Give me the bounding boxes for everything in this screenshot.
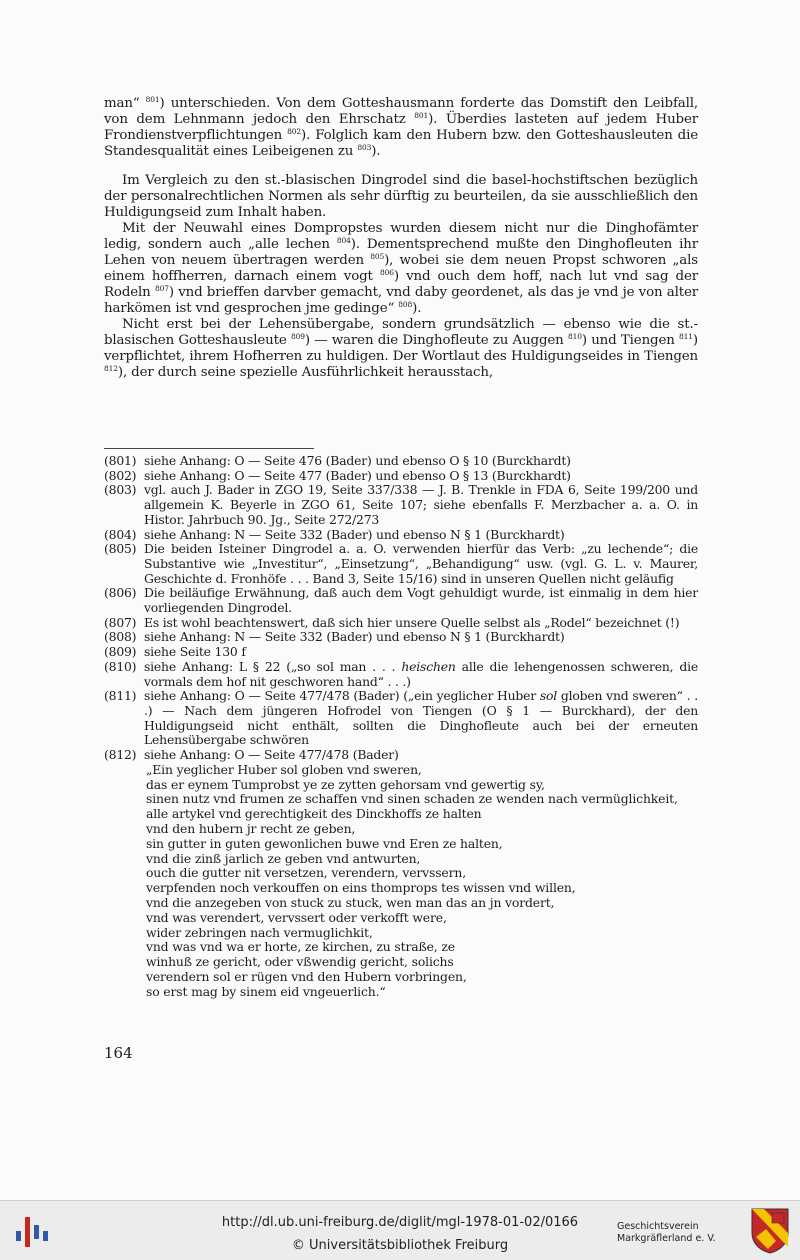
footer-bar — [0, 1200, 800, 1260]
footnote: (801) siehe Anhang: O — Seite 476 (Bader) und ebenso O § 10 (Burckhardt) — [104, 453, 571, 468]
footnote: (805) Die beiden Isteiner Dingrodel a. a. O. verwenden hierfür das Verb: „zu lechende“; die Substantive wie „Investitur“, „Einsetzung“, „Behandigung“ usw. (vgl. G. L. v. Maurer, Geschichte d. Fronhöfe . . . Band 3, Seite 15/16) sind in unseren Quellen nicht geläufig — [104, 541, 698, 586]
footnote-ref: 810 — [567, 332, 582, 341]
coat-of-arms-icon — [750, 1207, 790, 1255]
footnote-ref: 804 — [336, 236, 351, 245]
paragraph-3: Mit der Neuwahl eines Dompropstes wurden diesem nicht nur die Dinghofämter ledig, sondern auch „alle lechen $^{804}$). Dementsprechend mußte den Dinghofleuten ihr Lehen von neuem übertragen werden $^{805}$), wobei sie dem neuen Propst schworen „als einem hoffherren, darnach einem vogt $^{806}$) vnd ouch dem hoff, nach lut vnd sag der Rodeln $^{807}$) vnd brieffen darvber gemacht, vnd daby geordenet, als das je vnd je von alter harkömen ist vnd gesprochen jme gedinge“ $^{808}$). — [104, 221, 698, 316]
main-text — [104, 96, 698, 381]
footnote: (812) siehe Anhang: O — Seite 477/478 (Bader) — [104, 747, 399, 763]
footnote: (807) Es ist wohl beachtenswert, daß sich hier unsere Quelle selbst als „Rodel“ bezeichnet (!) — [104, 614, 680, 630]
footnote-ref: 811 — [679, 332, 693, 341]
footnote-ref: 805 — [370, 252, 385, 261]
paragraph-2: Im Vergleich zu den st.-blasischen Dingrodel sind die basel-hochstiftschen bezüglich der personalrechtlichen Normen als sehr dürftig zu beurteilen, da sie ausschließlich den Huldigungseid zum Inhalt haben. — [104, 173, 698, 220]
footnote-ref: 806 — [379, 268, 394, 277]
footnote: (809) siehe Seite 130 f — [104, 644, 246, 660]
footnote-ref: 812 — [104, 364, 118, 373]
footnote-ref: 801 — [414, 111, 429, 120]
paragraph-1: man“ $^{801}$) unterschieden. Von dem Gotteshausmann forderte das Domstift den Leibfall, von dem Lehnmann jedoch den Ehrschatz $^{801}$). Überdies lasteten auf jedem Huber Frondienstverpflichtungen $^{802}$). Folglich kam den Hubern bzw. den Gotteshausleuten die Standesqualität eines Leibeigenen zu $^{803}$). — [104, 95, 698, 159]
footnote-ref: 809 — [290, 332, 305, 341]
footnote: (803) vgl. auch J. Bader in ZGO 19, Seite 337/338 — J. B. Trenkle in FDA 6, Seite 199/200 und allgemein K. Beyerle in ZGO 61, Seite 107; siehe ebenfalls F. Merzbacher a. a. O. in Histor. Jahrbuch 90. Jg., Seite 272/273 — [104, 482, 698, 527]
footnote-divider — [104, 448, 314, 449]
footnote: (811) siehe Anhang: O — Seite 477/478 (Bader) („ein yeglicher Huber sol globen vnd sweren“ . . .) — Nach dem jüngeren Hofrodel von Tiengen (O § 1 — Burckhard), der den Huldigungseid nicht enthält, sollten die Dinghofleute auch bei der erneuten Lehensübergabe schwören — [104, 688, 698, 748]
footnote: (808) siehe Anhang: N — Seite 332 (Bader) und ebenso N § 1 (Burckhardt) — [104, 629, 565, 645]
footnote: (810) siehe Anhang: L § 22 („so sol man . . . heischen alle die lehengenossen schweren, die vormals dem hof nit geschworen hand“ . . .) — [104, 658, 698, 689]
footnote: (804) siehe Anhang: N — Seite 332 (Bader) und ebenso N § 1 (Burckhardt) — [104, 526, 565, 542]
oath-quote: „Ein yeglicher Huber sol globen vnd sweren, das er eynem Tumprobst ye ze zytten gehorsam vnd gewertig sy, sinen nutz vnd frumen ze schaffen vnd sinen schaden ze wenden nach vermüglichkeit, alle artykel vnd gerechtigkeit des Dinckhoffs ze halten vnd den hubern jr recht ze geben, sin gutter in guten gewonlichen buwe vnd Eren ze halten, vnd die zinß jarlich ze geben vnd antwurten, ouch die gutter nit versetzen, verendern, vervssern, verpfenden noch verkouffen on eins thomprops tes wissen vnd willen, vnd die anzegeben von stuck zu stuck, wen man das an jn vordert, vnd was verendert, vervssert oder verkofft were, wider zebringen nach vermuglichkit, vnd was vnd wa er horte, ze kirchen, zu straße, ze winhuß ze gericht, oder vßwendig gericht, solichs verendern sol er rügen vnd den Hubern vorbringen, so erst mag by sinem eid vngeuerlich.“ — [146, 761, 678, 999]
footnote-ref: 808 — [398, 300, 413, 309]
document-url[interactable]: http://dl.ub.uni-freiburg.de/diglit/mgl-1978-01-02/0166 — [221, 1215, 579, 1230]
paragraph-4: Nicht erst bei der Lehensübergabe, sondern grundsätzlich — ebenso wie die st.-blasischen Gotteshausleute $^{809}$) — waren die Dinghofleute zu Auggen $^{810}$) und Tiengen $^{811}$) verpflichtet, ihrem Hofherren zu huldigen. Der Wortlaut des Huldigungseides in Tiengen $^{812}$), der durch seine spezielle Ausführlichkeit herausstach, — [104, 317, 698, 380]
copyright: © Universitätsbibliothek Freiburg — [291, 1238, 509, 1253]
footnotes — [104, 454, 698, 1000]
page-number: 164 — [104, 1044, 133, 1062]
publisher-name: Geschichtsverein Markgräflerland e. V. — [617, 1221, 716, 1244]
footnote: (806) Die beiläufige Erwähnung, daß auch dem Vogt gehuldigt wurde, ist einmalig in dem hier vorliegenden Dingrodel. — [104, 585, 698, 616]
footnote-ref: 807 — [154, 284, 169, 293]
footnote-ref: 801 — [145, 95, 160, 104]
footnote-ref: 803 — [357, 143, 372, 152]
footnote-ref: 802 — [287, 127, 302, 136]
footnote: (802) siehe Anhang: O — Seite 477 (Bader) und ebenso O § 13 (Burckhardt) — [104, 467, 571, 483]
